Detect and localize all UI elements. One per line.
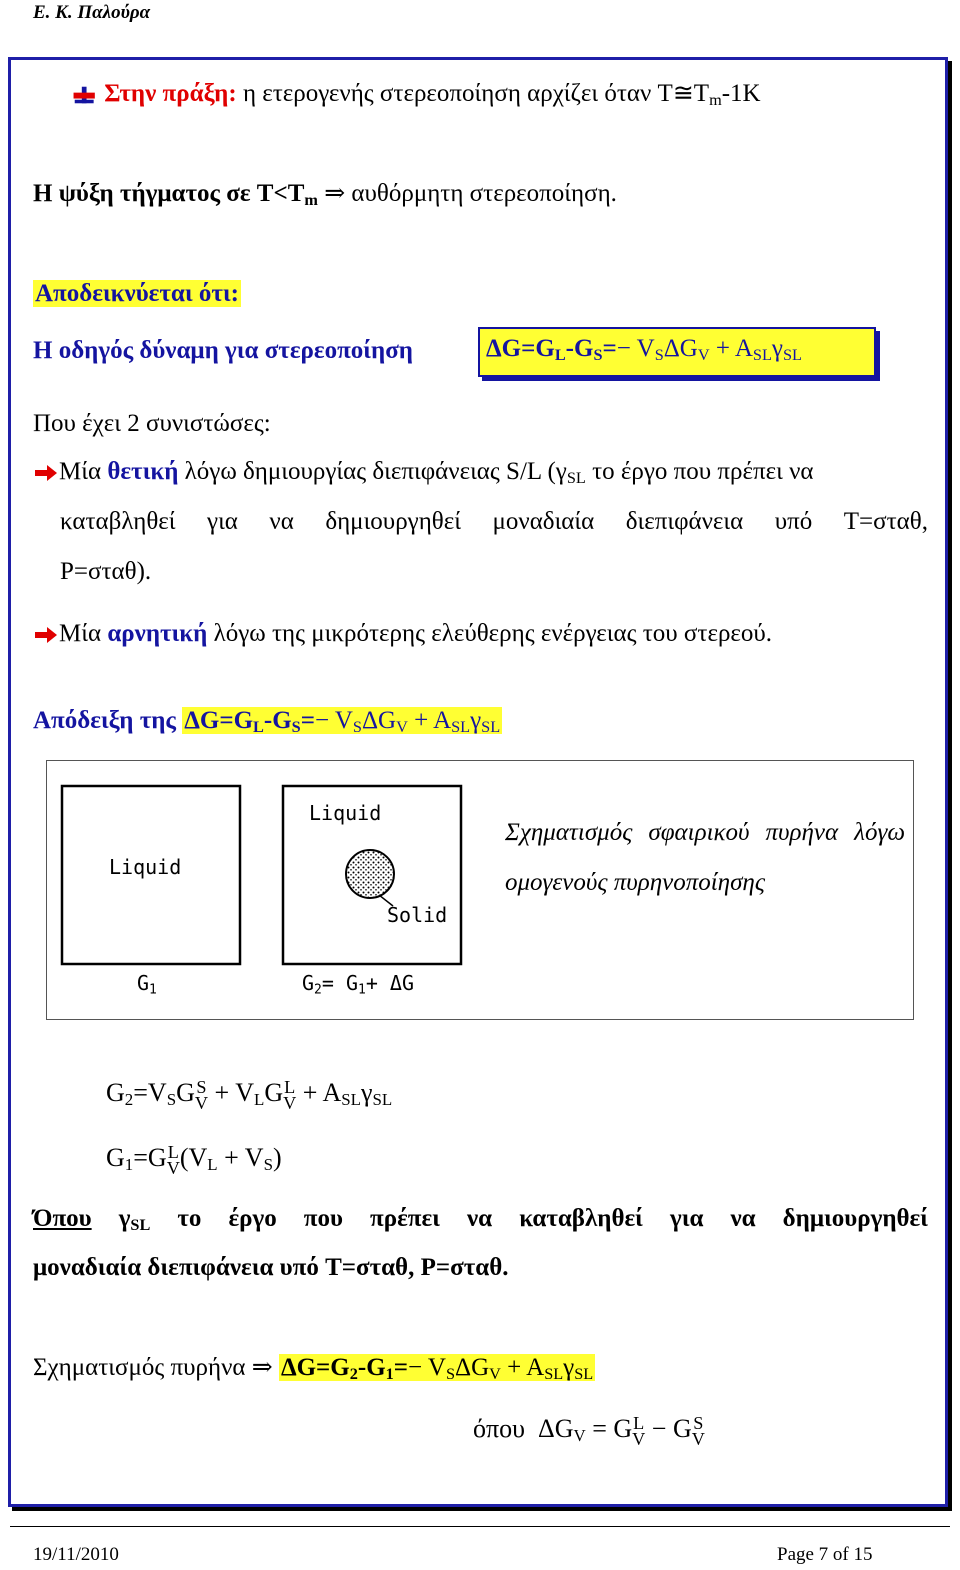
driving-formula-box (478, 327, 876, 377)
g1-label (137, 971, 157, 997)
nf-sub: S (445, 1365, 456, 1384)
pf-sub: L (253, 718, 264, 737)
proof-label: Απόδειξη της (33, 707, 183, 734)
eq-sub: SL (372, 1090, 393, 1110)
g2-label (302, 971, 414, 997)
proof-line (33, 707, 502, 737)
w2-sub: V (632, 1429, 646, 1450)
g1-g: G (137, 971, 150, 995)
eq-supsub (691, 1412, 705, 1450)
practice-line (70, 78, 761, 110)
eq-sub: L (254, 1090, 265, 1110)
proven-line (33, 280, 241, 308)
pf-part: ΔG (361, 707, 397, 734)
eq-sub: S (263, 1155, 273, 1175)
red-arrow-icon (35, 465, 57, 481)
w2-part: ΔG (538, 1414, 574, 1443)
df-part: -G (565, 335, 594, 362)
g2-g: G (302, 971, 315, 995)
nf-part: + A (500, 1354, 545, 1381)
footer-date: 19/11/2010 (33, 1544, 119, 1565)
practice-label: Στην πράξη: (104, 80, 237, 107)
footer-page: Page 7 of 15 (777, 1544, 873, 1565)
approx-symbol: ≅ (672, 80, 694, 107)
nucleus-formula (279, 1354, 595, 1384)
tm-subscript: m (709, 91, 722, 110)
eq-part: + V (208, 1078, 254, 1107)
where2-word: όπου (473, 1414, 525, 1443)
w2-part: − G (645, 1414, 692, 1443)
eq-part: =G (133, 1143, 167, 1172)
w2-sub: V (573, 1426, 586, 1446)
eq-sup: S (196, 1076, 207, 1097)
positive-line1 (35, 458, 814, 488)
df-part: − V (616, 335, 655, 362)
w2-sup: S (693, 1412, 704, 1433)
eq-part: (V (179, 1143, 208, 1172)
eq-sup: L (284, 1076, 296, 1097)
g2-eq: = G (321, 971, 358, 995)
footer-rule (10, 1526, 950, 1527)
df-part: γ (771, 335, 783, 362)
eq-sub: 2 (124, 1090, 134, 1110)
df-sub: S (593, 346, 603, 365)
practice-tail: -1K (721, 80, 761, 107)
eq-sub: V (283, 1093, 297, 1114)
eq-supsub (194, 1076, 209, 1114)
pf-sub: SL (481, 718, 501, 737)
pf-sub: SL (451, 718, 471, 737)
w2-sup: L (633, 1412, 645, 1433)
eq-sub: V (194, 1093, 209, 1114)
eq-sub: S (166, 1090, 177, 1110)
g1-sub: 1 (149, 982, 157, 998)
g2-sub: 2 (314, 982, 322, 998)
positive-line2: καταβληθεί για να δημιουργηθεί μοναδιαία διεπιφάνεια υπό T=σταθ, (60, 508, 928, 535)
df-part: = (602, 335, 617, 362)
driving-label: Η οδηγός δύναμη για στερεοποίηση (33, 337, 414, 364)
implies-arrow-icon: ⇒ (251, 1354, 273, 1381)
negative-word: αρνητική (107, 620, 208, 647)
eq-part: G (176, 1078, 195, 1107)
where-line1 (33, 1205, 928, 1235)
liquid-label-1: Liquid (109, 855, 182, 879)
liquid-label-2: Liquid (309, 801, 382, 825)
neg-a: Μία (59, 620, 108, 647)
where-gamma: γ (91, 1205, 131, 1232)
df-sub: V (697, 346, 710, 365)
eq-part: γ (360, 1078, 373, 1107)
positive-word: θετική (107, 458, 179, 485)
eq-sub: V (166, 1158, 180, 1179)
df-part: ΔG (663, 335, 698, 362)
pos-c: το έργο που πρέπει να (585, 458, 814, 485)
df-sub: L (554, 346, 566, 365)
w2-part: = G (585, 1414, 633, 1443)
where2-line (473, 1412, 705, 1450)
cooling-line (33, 178, 617, 210)
eq-part: + V (217, 1143, 264, 1172)
implies-arrow-icon: ⇒ (324, 180, 346, 207)
df-part: ΔG=G (486, 335, 555, 362)
figure-caption: Σχηματισμός σφαιρικού πυρήνα λόγω ομογενούς πυρηνοποίησης (505, 819, 905, 896)
where-sub: SL (130, 1216, 151, 1235)
proof-formula (182, 707, 502, 737)
nf-sub: V (489, 1365, 501, 1384)
nf-part: ΔG (455, 1354, 490, 1381)
pointer-hand-icon (70, 85, 96, 105)
nf-sub: SL (544, 1365, 564, 1384)
g1-equation (106, 1141, 282, 1179)
nucleus-label: Σχηματισμός πυρήνα (33, 1354, 252, 1381)
pos-b: λόγω δημιουργίας διεπιφάνειας S/L (γ (178, 458, 567, 485)
pos-sub: SL (566, 469, 586, 488)
pf-part: = (300, 707, 315, 734)
nucleus-line (33, 1352, 595, 1384)
nf-part: γ (563, 1354, 575, 1381)
pf-sub: S (352, 718, 362, 737)
pf-sub: V (396, 718, 408, 737)
pf-part: + A (407, 707, 452, 734)
eq-part: G (106, 1078, 125, 1107)
tm-symbol: T (693, 80, 710, 107)
positive-line3: P=σταθ). (60, 558, 152, 585)
df-part: + A (709, 335, 753, 362)
proven-text: Αποδεικνύεται ότι: (35, 280, 239, 307)
df-sub: SL (782, 346, 802, 365)
g2-eq-sub: 1 (358, 982, 366, 998)
eq-part: + A (296, 1078, 342, 1107)
where-line2: μοναδιαία διεπιφάνεια υπό T=σταθ, P=σταθ. (33, 1254, 509, 1281)
pos-a: Μία (59, 458, 108, 485)
solid-nucleus (346, 850, 394, 898)
eq-part: G (106, 1143, 125, 1172)
eq-sup: L (167, 1141, 179, 1162)
where-word: Όπου (33, 1205, 92, 1232)
eq-part: G (264, 1078, 284, 1107)
pf-part: − V (314, 707, 353, 734)
eq-supsub (166, 1141, 180, 1179)
practice-text: η ετερογενής στερεοποίηση αρχίζει όταν T (236, 80, 673, 107)
page-header-author: Ε. Κ. Παλούρα (33, 2, 151, 23)
cooling-text: αυθόρμητη στερεοποίηση. (345, 180, 617, 207)
negative-line (35, 620, 772, 648)
pf-part: ΔG=G (184, 707, 254, 734)
nf-sub: 2 (349, 1365, 358, 1384)
neg-b: λόγω της μικρότερης ελεύθερης ενέργειας του στερεού. (207, 620, 773, 647)
g2-tail: + ΔG (365, 971, 414, 995)
nf-part: -G (357, 1354, 386, 1381)
cooling-bold: Η ψύξη τήγματος σε T<T (33, 180, 305, 207)
components-intro: Που έχει 2 συνιστώσες: (33, 410, 271, 437)
cooling-sub: m (304, 191, 318, 210)
nf-part: = (393, 1354, 409, 1381)
w2-sub: V (691, 1429, 705, 1450)
where-text: το έργο που πρέπει να καταβληθεί για να δημιουργηθεί (150, 1205, 928, 1232)
nf-sub: SL (574, 1365, 594, 1384)
eq-sub: 1 (124, 1155, 134, 1175)
g2-equation (106, 1076, 393, 1114)
eq-part: ) (272, 1143, 282, 1172)
nf-sub: 1 (385, 1365, 394, 1384)
df-sub: SL (752, 346, 772, 365)
eq-supsub (283, 1076, 297, 1114)
pf-part: -G (263, 707, 292, 734)
df-sub: S (654, 346, 664, 365)
nf-part: − V (408, 1354, 446, 1381)
pf-sub: S (291, 718, 301, 737)
nf-part: ΔG=G (280, 1354, 350, 1381)
solid-label: Solid (387, 903, 448, 927)
eq-sub: L (207, 1155, 218, 1175)
pf-part: γ (470, 707, 482, 734)
eq-part: =V (133, 1078, 167, 1107)
eq-sub: SL (341, 1090, 361, 1110)
eq-supsub (632, 1412, 646, 1450)
red-arrow-icon (35, 627, 57, 643)
